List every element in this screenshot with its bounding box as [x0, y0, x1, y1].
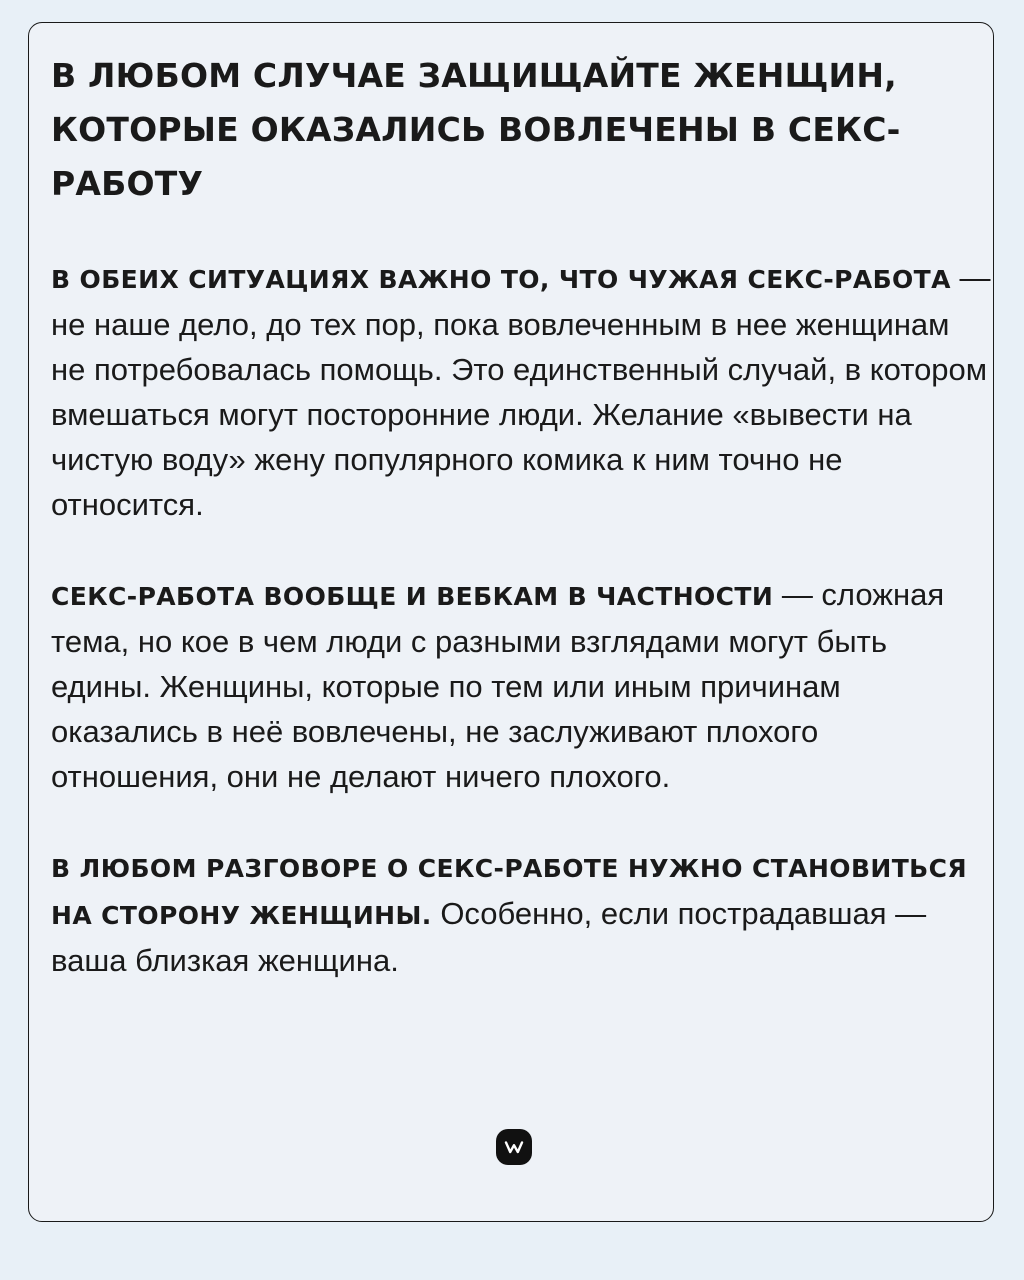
paragraph-2-lead: СЕКС-РАБОТА ВООБЩЕ И ВЕБКАМ В ЧАСТНОСТИ — [51, 582, 774, 611]
paragraph-3 — [51, 844, 991, 983]
w-logo-glyph — [503, 1136, 525, 1158]
card-content — [51, 49, 991, 983]
paragraph-1-body: — не наше дело, до тех пор, пока вовлеченным в нее женщинам не потребовалась помощь. Это единственный случай, в котором вмешаться могут посторонние люди. Желание «вывести на чистую воду» жену популярного комика к ним точно не относится. — [51, 260, 991, 522]
w-logo-icon — [496, 1129, 532, 1165]
headline: В ЛЮБОМ СЛУЧАЕ ЗАЩИЩАЙТЕ ЖЕНЩИН, КОТОРЫЕ ОКАЗАЛИСЬ ВОВЛЕЧЕНЫ В СЕКС-РАБОТУ — [51, 56, 901, 203]
paragraph-1-lead: В ОБЕИХ СИТУАЦИЯХ ВАЖНО ТО, ЧТО ЧУЖАЯ СЕКС-РАБОТА — [51, 265, 951, 294]
paragraph-2-body: — сложная тема, но кое в чем люди с разными взглядами могут быть едины. Женщины, которые по тем или иным причинам оказались в неё вовлечены, не заслуживают плохого отношения, они не делают ничего плохого. — [51, 577, 945, 794]
paragraph-1 — [51, 255, 991, 527]
paragraph-3-body: Особенно, если пострадавшая — ваша близкая женщина. — [51, 896, 927, 978]
paragraph-3-lead: В ЛЮБОМ РАЗГОВОРЕ О СЕКС-РАБОТЕ НУЖНО СТАНОВИТЬСЯ НА СТОРОНУ ЖЕНЩИНЫ. — [51, 854, 968, 930]
paragraph-2 — [51, 572, 991, 799]
content-card — [28, 22, 994, 1222]
